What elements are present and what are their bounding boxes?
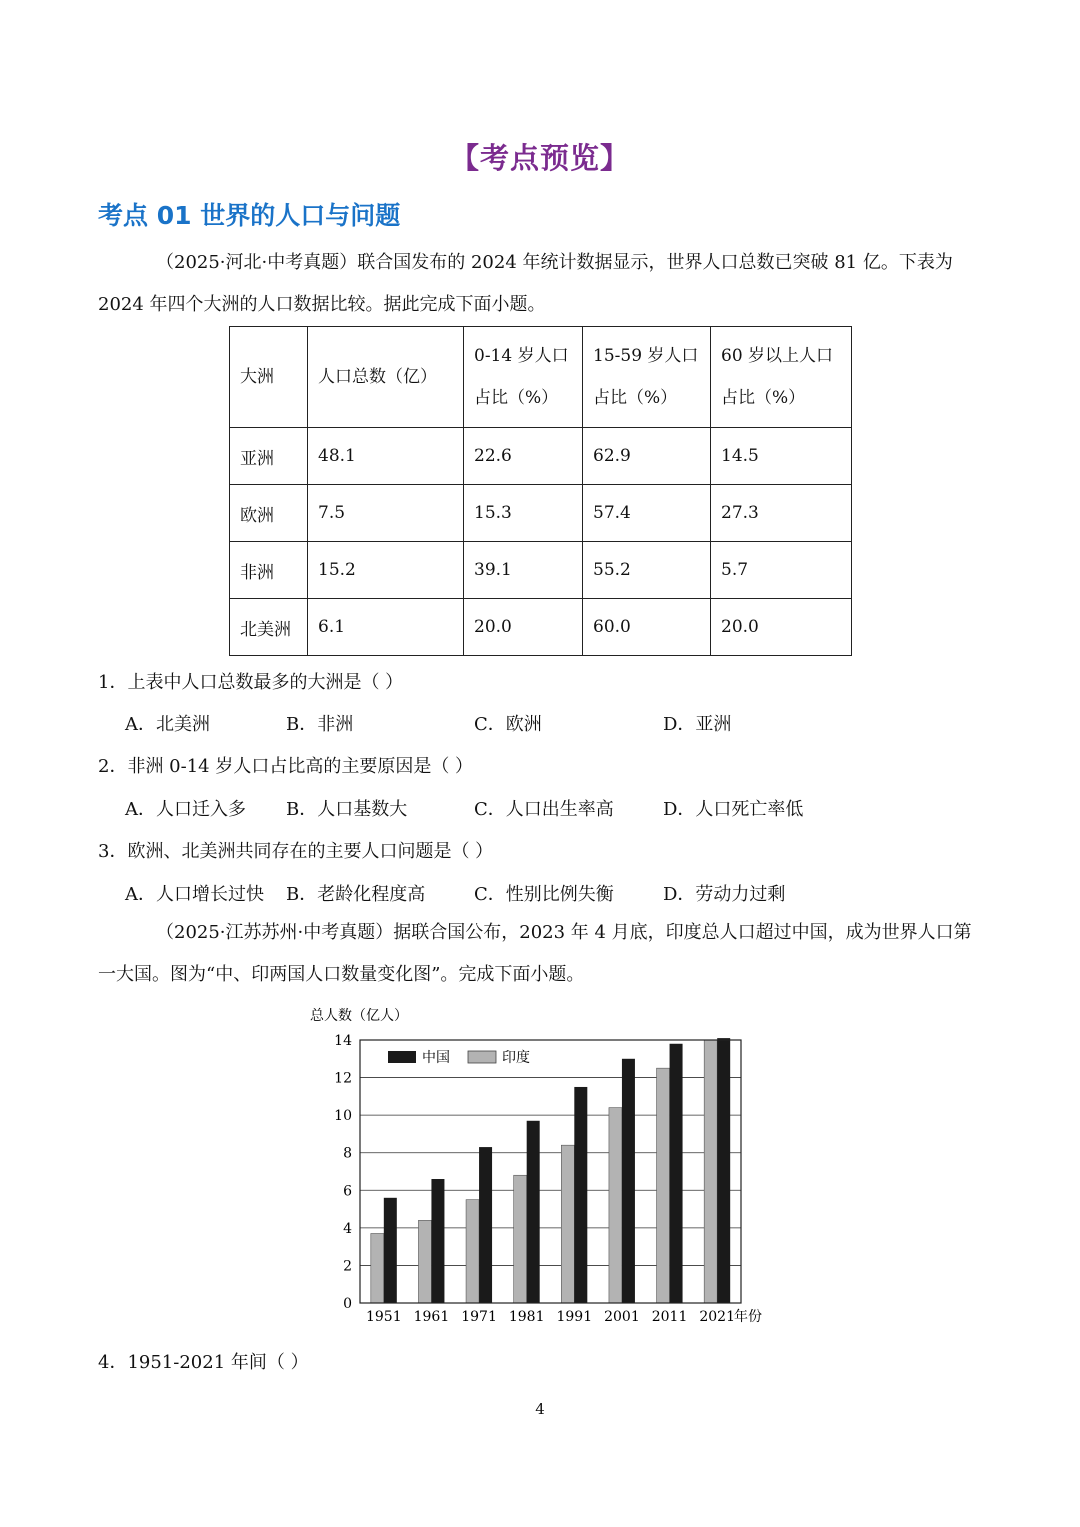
bar-china-1951 — [384, 1198, 397, 1303]
legend-swatch-india — [468, 1051, 496, 1063]
x-axis-label: 年份 — [734, 1309, 762, 1325]
bar-india-1981 — [514, 1175, 527, 1303]
x-tick-label: 2001 — [604, 1309, 640, 1325]
bar-india-2001 — [609, 1108, 622, 1303]
question-3-option-c[interactable]: C．性别比例失衡 — [474, 884, 614, 905]
intro-paragraph-2: （2025·江苏苏州·中考真题）据联合国公布，2023 年 4 月底，印度总人口超过中国，成为世界人口第一大国。图为“中、印两国人口数量变化图”。完成下面小题。 — [98, 922, 972, 985]
table-cell: 15.3 — [464, 485, 583, 542]
y-tick-label: 4 — [343, 1220, 352, 1237]
bar-china-1981 — [527, 1121, 540, 1303]
y-tick-label: 14 — [334, 1033, 352, 1049]
table-cell: 亚洲 — [230, 428, 308, 485]
table-cell: 55.2 — [583, 542, 711, 599]
table-cell: 57.4 — [583, 485, 711, 542]
question-1-option-d[interactable]: D．亚洲 — [663, 714, 732, 735]
bar-india-2021 — [704, 1040, 717, 1303]
table-cell: 15.2 — [308, 542, 464, 599]
bar-india-1991 — [561, 1145, 574, 1303]
x-tick-label: 2011 — [651, 1309, 688, 1325]
y-tick-label: 6 — [343, 1183, 352, 1200]
x-tick-label: 1961 — [413, 1309, 450, 1325]
x-tick-label: 1981 — [508, 1309, 545, 1325]
table-cell: 20.0 — [464, 599, 583, 656]
question-3-option-d[interactable]: D．劳动力过剩 — [663, 884, 786, 905]
table-cell: 62.9 — [583, 428, 711, 485]
plot-frame — [360, 1040, 741, 1303]
bar-china-1971 — [479, 1147, 492, 1303]
question-3-option-a[interactable]: A．人口增长过快 — [125, 884, 264, 905]
question-2-option-d[interactable]: D．人口死亡率低 — [663, 799, 804, 820]
table-cell: 22.6 — [464, 428, 583, 485]
table-cell: 60.0 — [583, 599, 711, 656]
table-header-row — [230, 327, 852, 428]
question-1-option-b[interactable]: B．非洲 — [286, 714, 354, 735]
table-header-cell: 15-59 岁人口占比（%） — [583, 327, 711, 428]
table-cell: 非洲 — [230, 542, 308, 599]
chart-legend — [388, 1049, 530, 1066]
table-cell: 14.5 — [711, 428, 852, 485]
x-tick-label: 1991 — [556, 1309, 593, 1325]
bar-india-2011 — [657, 1068, 670, 1303]
question-2-stem: 2．非洲 0-14 岁人口占比高的主要原因是（ ） — [98, 756, 474, 777]
bar-china-2001 — [622, 1059, 635, 1303]
legend-label-india: 印度 — [502, 1050, 530, 1066]
question-3-stem: 3．欧洲、北美洲共同存在的主要人口问题是（ ） — [98, 841, 494, 862]
legend-swatch-china — [388, 1051, 416, 1063]
question-1-stem: 1．上表中人口总数最多的大洲是（ ） — [98, 672, 404, 693]
population-table — [229, 326, 852, 656]
table-row — [230, 542, 852, 599]
x-tick-label: 1951 — [365, 1309, 402, 1325]
table-header-cell: 0-14 岁人口占比（%） — [464, 327, 583, 428]
table-cell: 北美洲 — [230, 599, 308, 656]
bar-india-1951 — [371, 1233, 384, 1303]
question-4-stem: 4．1951-2021 年间（ ） — [98, 1352, 309, 1373]
table-row — [230, 485, 852, 542]
y-tick-label: 0 — [343, 1296, 352, 1312]
bar-india-1971 — [466, 1200, 479, 1303]
population-bar-chart — [300, 1000, 780, 1330]
topic-title: 考点 01 世界的人口与问题 — [98, 201, 401, 230]
table-row — [230, 599, 852, 656]
question-1-option-c[interactable]: C．欧洲 — [474, 714, 542, 735]
page-number: 4 — [535, 1400, 545, 1418]
table-cell: 6.1 — [308, 599, 464, 656]
table-cell: 48.1 — [308, 428, 464, 485]
bar-china-2011 — [670, 1044, 683, 1303]
table-cell: 27.3 — [711, 485, 852, 542]
table-cell: 20.0 — [711, 599, 852, 656]
table-header-cell: 60 岁以上人口占比（%） — [711, 327, 852, 428]
table-cell: 39.1 — [464, 542, 583, 599]
legend-label-china: 中国 — [422, 1050, 450, 1066]
table-cell: 欧洲 — [230, 485, 308, 542]
question-2-option-a[interactable]: A．人口迁入多 — [125, 799, 246, 820]
question-3-option-b[interactable]: B．老龄化程度高 — [286, 884, 426, 905]
table-cell: 5.7 — [711, 542, 852, 599]
x-tick-label: 2021 — [699, 1309, 736, 1325]
table-header-cell: 大洲 — [230, 327, 308, 428]
y-tick-label: 12 — [334, 1070, 352, 1087]
y-axis-label: 总人数（亿人） — [310, 1008, 408, 1024]
table-header-cell: 人口总数（亿） — [308, 327, 464, 428]
x-tick-label: 1971 — [461, 1309, 497, 1325]
question-2-option-b[interactable]: B．人口基数大 — [286, 799, 408, 820]
table-cell: 7.5 — [308, 485, 464, 542]
y-tick-label: 10 — [334, 1108, 352, 1125]
bar-china-2021 — [717, 1038, 730, 1303]
intro-paragraph-1: （2025·河北·中考真题）联合国发布的 2024 年统计数据显示，世界人口总数已突破 81 亿。下表为 2024 年四个大洲的人口数据比较。据此完成下面小题。 — [98, 252, 953, 315]
overview-title: 【考点预览】 — [449, 141, 630, 175]
bar-india-1961 — [418, 1220, 431, 1303]
question-1-option-a[interactable]: A．北美洲 — [125, 714, 210, 735]
bar-china-1991 — [574, 1087, 587, 1303]
y-tick-label: 2 — [343, 1258, 352, 1275]
table-row — [230, 428, 852, 485]
bar-china-1961 — [431, 1179, 444, 1303]
question-2-option-c[interactable]: C．人口出生率高 — [474, 799, 614, 820]
y-tick-label: 8 — [343, 1145, 352, 1162]
